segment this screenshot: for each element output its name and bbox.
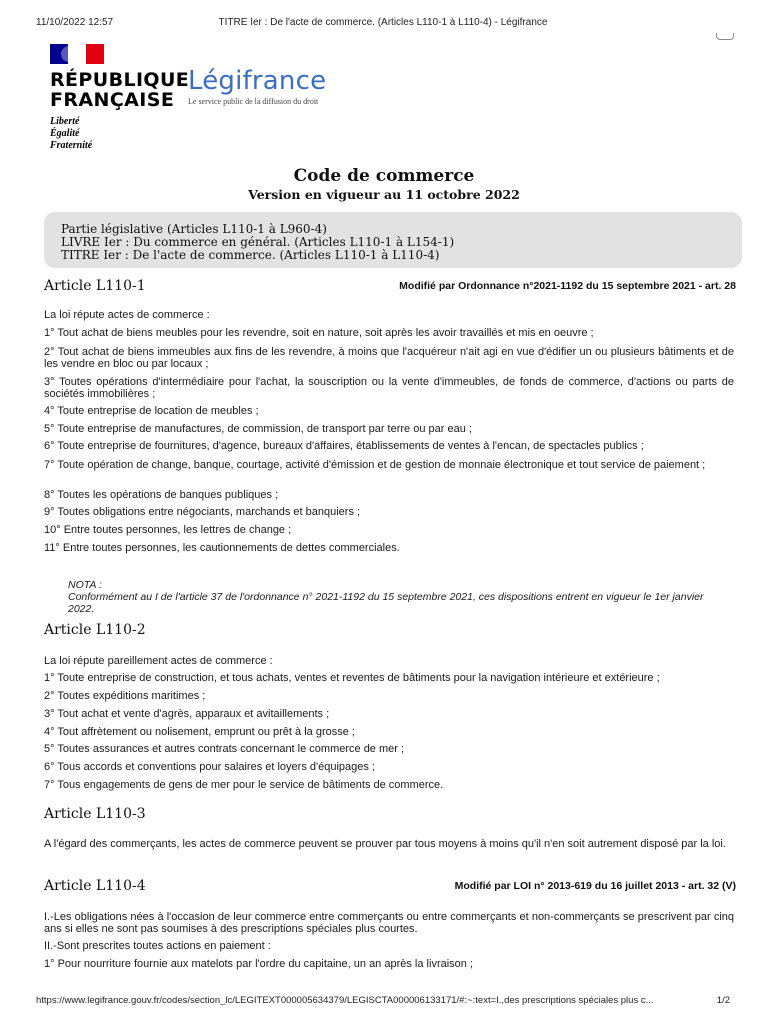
article-paragraph: 3° Tout achat et vente d'agrès, apparaux et avitaillements ; [44,708,330,720]
scroll-indicator [716,33,734,40]
code-title: Code de commerce [293,166,475,186]
brand-tagline: Le service public de la diffusion du droit [188,97,319,106]
nota-text: Conformément au I de l'article 37 de l'ordonnance n° 2021-1192 du 15 septembre 2021, ces dispositions entrent en vigueur le 1er janvier 2022. [68,591,704,615]
print-datetime: 11/10/2022 12:57 [36,17,114,28]
article-header [44,806,736,826]
republique-francaise-logo[interactable] [50,44,189,152]
print-page-title: TITRE Ier : De l'acte de commerce. (Articles L110-1 à L110-4) - Légifrance [218,17,548,28]
article-paragraph: II.-Sont prescrites toutes actions en paiement : [44,940,271,952]
article-paragraph: 2° Tout achat de biens immeubles aux fins de les revendre, à moins que l'acquéreur n'ait agi en vue d'édifier un ou plusieurs bâtiments et de les vendre en bloc ou par locaux ; [44,346,734,370]
motto-egalite: Égalité [50,128,80,139]
article-paragraph: 9° Toutes obligations entre négociants, marchands et banquiers ; [44,506,361,518]
breadcrumb-titre[interactable]: TITRE Ier : De l'acte de commerce. (Articles L110-1 à L110-4) [61,248,440,262]
article-header [44,878,736,898]
french-flag-icon [50,44,106,64]
motto-liberte: Liberté [50,116,80,127]
breadcrumb [44,212,742,268]
motto-fraternite: Fraternité [50,140,93,151]
logo-line-republique: RÉPUBLIQUE [50,69,190,91]
article-paragraph: La loi répute pareillement actes de commerce : [44,655,273,667]
code-version: Version en vigueur au 11 octobre 2022 [248,187,520,202]
breadcrumb-livre[interactable]: LIVRE Ier : Du commerce en général. (Articles L110-1 à L154-1) [61,235,455,249]
article-paragraph: 1° Pour nourriture fournie aux matelots par l'ordre du capitaine, un an après la livraison ; [44,958,474,970]
article-paragraph: I.-Les obligations nées à l'occasion de leur commerce entre commerçants ou entre commerçants et non-commerçants se prescrivent par cinq ans si elles ne sont pas soumises à des prescriptions spéciales plus courtes. [44,911,734,935]
article-paragraph: 3° Toutes opérations d'intermédiaire pour l'achat, la souscription ou la vente d'immeubles, de fonds de commerce, d'actions ou parts de sociétés immobilières ; [44,376,734,400]
article-paragraph: 5° Toute entreprise de manufactures, de commission, de transport par terre ou par eau ; [44,423,472,435]
legifrance-logo[interactable] [188,66,326,106]
article-paragraph: 1° Tout achat de biens meubles pour les revendre, soit en nature, soit après les avoir travaillés et mis en oeuvre ; [44,327,594,339]
nota-label: NOTA : [68,579,102,591]
article-title[interactable]: Article L110-2 [44,622,146,638]
article-paragraph: 8° Toutes les opérations de banques publiques ; [44,489,279,501]
print-url: https://www.legifrance.gouv.fr/codes/section_lc/LEGITEXT000005634379/LEGISCTA000006133171/#:~:text=I.,des prescriptions spéciales plus c... [36,995,654,1006]
article-paragraph: A l'égard des commerçants, les actes de commerce peuvent se prouver par tous moyens à moins qu'il n'en soit autrement disposé par la loi. [44,838,726,850]
article-paragraph: 4° Toute entreprise de location de meubles ; [44,405,259,417]
article-title[interactable]: Article L110-3 [44,806,146,822]
article-paragraph: 7° Toute opération de change, banque, courtage, activité d'émission et de gestion de monnaie électronique et tout service de paiement ; [44,459,706,471]
article-modified-link[interactable]: Modifié par Ordonnance n°2021-1192 du 15 septembre 2021 - art. 28 [399,280,736,292]
article-paragraph: 4° Tout affrètement ou nolisement, emprunt ou prêt à la grosse ; [44,726,355,738]
article-paragraph: 10° Entre toutes personnes, les lettres de change ; [44,524,292,536]
article-title[interactable]: Article L110-1 [44,278,146,294]
article-paragraph: 11° Entre toutes personnes, les cautionnements de dettes commerciales. [44,542,400,554]
article-paragraph: 1° Toute entreprise de construction, et tous achats, ventes et reventes de bâtiments pour la navigation intérieure et extérieure ; [44,672,660,684]
article-paragraph: 2° Toutes expéditions maritimes ; [44,690,206,702]
motto [50,116,189,152]
article-modified-link[interactable]: Modifié par LOI n° 2013-619 du 16 juillet 2013 - art. 32 (V) [454,880,736,892]
article-header [44,278,736,298]
article-paragraph: 6° Toute entreprise de fournitures, d'agence, bureaux d'affaires, établissements de ventes à l'encan, de spectacles publics ; [44,440,644,452]
article-paragraph: 5° Toutes assurances et autres contrats concernant le commerce de mer ; [44,743,405,755]
breadcrumb-partie[interactable]: Partie législative (Articles L110-1 à L960-4) [61,222,327,236]
brand-name: Légifrance [188,66,327,96]
page-number: 1/2 [716,995,730,1006]
article-paragraph: 6° Tous accords et conventions pour salaires et loyers d'équipages ; [44,761,375,773]
article-title[interactable]: Article L110-4 [44,878,146,894]
logo-line-francaise: FRANÇAISE [50,89,175,111]
article-header [44,622,736,642]
article-paragraph: 7° Tous engagements de gens de mer pour le service de bâtiments de commerce. [44,779,444,791]
article-paragraph: La loi répute actes de commerce : [44,309,210,321]
